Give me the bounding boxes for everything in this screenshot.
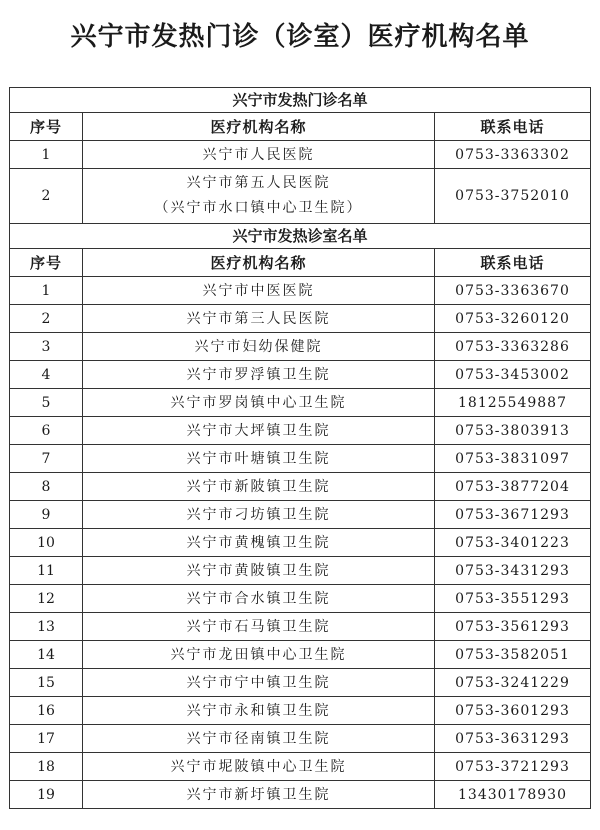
row-no: 9 (10, 501, 83, 529)
table-row (10, 585, 591, 613)
row-no: 5 (10, 389, 83, 417)
row-phone: 0753-3631293 (435, 725, 591, 753)
row-phone: 13430178930 (435, 781, 591, 809)
row-name: 兴宁市合水镇卫生院 (83, 585, 435, 613)
header-no: 序号 (10, 249, 83, 277)
row-phone: 0753-3363286 (435, 333, 591, 361)
header-phone: 联系电话 (435, 113, 591, 141)
column-header-row (10, 249, 591, 277)
row-phone: 0753-3803913 (435, 417, 591, 445)
row-name: 兴宁市中医医院 (83, 277, 435, 305)
row-phone: 0753-3453002 (435, 361, 591, 389)
row-phone: 0753-3363302 (435, 141, 591, 169)
row-name: 兴宁市龙田镇中心卫生院 (83, 641, 435, 669)
row-phone: 0753-3582051 (435, 641, 591, 669)
table-row (10, 501, 591, 529)
section-header-fever-clinics (10, 88, 591, 113)
table-row (10, 725, 591, 753)
row-phone: 0753-3401223 (435, 529, 591, 557)
row-no: 13 (10, 613, 83, 641)
section-title: 兴宁市发热诊室名单 (10, 224, 591, 249)
row-name: 兴宁市黄陂镇卫生院 (83, 557, 435, 585)
row-no: 1 (10, 277, 83, 305)
table-row (10, 669, 591, 697)
table-row (10, 753, 591, 781)
row-no: 15 (10, 669, 83, 697)
row-phone: 0753-3241229 (435, 669, 591, 697)
hospital-list-table (9, 87, 591, 809)
row-name: 兴宁市新圩镇卫生院 (83, 781, 435, 809)
row-name: 兴宁市妇幼保健院 (83, 333, 435, 361)
table-row (10, 613, 591, 641)
row-name: 兴宁市黄槐镇卫生院 (83, 529, 435, 557)
row-no: 12 (10, 585, 83, 613)
row-name: 兴宁市径南镇卫生院 (83, 725, 435, 753)
column-header-row (10, 113, 591, 141)
table-row (10, 333, 591, 361)
row-no: 1 (10, 141, 83, 169)
row-no: 11 (10, 557, 83, 585)
table-row (10, 277, 591, 305)
row-no: 4 (10, 361, 83, 389)
row-phone: 0753-3431293 (435, 557, 591, 585)
row-name: 兴宁市宁中镇卫生院 (83, 669, 435, 697)
header-no: 序号 (10, 113, 83, 141)
row-name: 兴宁市第三人民医院 (83, 305, 435, 333)
row-no: 16 (10, 697, 83, 725)
row-phone: 0753-3877204 (435, 473, 591, 501)
row-no: 19 (10, 781, 83, 809)
row-no: 7 (10, 445, 83, 473)
table-row (10, 781, 591, 809)
row-name-line2: （兴宁市水口镇中心卫生院） (154, 200, 363, 216)
row-name: 兴宁市坭陂镇中心卫生院 (83, 753, 435, 781)
row-no: 8 (10, 473, 83, 501)
row-no: 14 (10, 641, 83, 669)
row-name: 兴宁市大坪镇卫生院 (83, 417, 435, 445)
row-phone: 0753-3671293 (435, 501, 591, 529)
row-name (83, 169, 435, 224)
table-row (10, 305, 591, 333)
row-phone: 18125549887 (435, 389, 591, 417)
header-name: 医疗机构名称 (83, 249, 435, 277)
table-row (10, 361, 591, 389)
row-name: 兴宁市永和镇卫生院 (83, 697, 435, 725)
table-row (10, 641, 591, 669)
row-name: 兴宁市新陂镇卫生院 (83, 473, 435, 501)
row-name: 兴宁市罗浮镇卫生院 (83, 361, 435, 389)
table-row (10, 697, 591, 725)
row-no: 6 (10, 417, 83, 445)
row-phone: 0753-3551293 (435, 585, 591, 613)
row-no: 2 (10, 169, 83, 224)
section-title: 兴宁市发热门诊名单 (10, 88, 591, 113)
row-phone: 0753-3363670 (435, 277, 591, 305)
row-name-line1: 兴宁市第五人民医院 (186, 175, 331, 191)
page-title: 兴宁市发热门诊（诊室）医疗机构名单 (70, 22, 530, 52)
row-no: 17 (10, 725, 83, 753)
row-phone: 0753-3752010 (435, 169, 591, 224)
row-name: 兴宁市石马镇卫生院 (83, 613, 435, 641)
header-phone: 联系电话 (435, 249, 591, 277)
table-row (10, 169, 591, 224)
row-name: 兴宁市人民医院 (83, 141, 435, 169)
section-header-fever-rooms (10, 224, 591, 249)
table-row (10, 529, 591, 557)
row-phone: 0753-3601293 (435, 697, 591, 725)
row-phone: 0753-3831097 (435, 445, 591, 473)
row-phone: 0753-3260120 (435, 305, 591, 333)
row-no: 18 (10, 753, 83, 781)
table-row (10, 389, 591, 417)
row-no: 3 (10, 333, 83, 361)
row-name: 兴宁市刁坊镇卫生院 (83, 501, 435, 529)
table-row (10, 473, 591, 501)
row-no: 10 (10, 529, 83, 557)
table-row (10, 141, 591, 169)
table-row (10, 445, 591, 473)
row-name: 兴宁市叶塘镇卫生院 (83, 445, 435, 473)
row-phone: 0753-3561293 (435, 613, 591, 641)
header-name: 医疗机构名称 (83, 113, 435, 141)
row-no: 2 (10, 305, 83, 333)
row-phone: 0753-3721293 (435, 753, 591, 781)
table-row (10, 557, 591, 585)
table-body (10, 88, 591, 809)
table-row (10, 417, 591, 445)
row-name: 兴宁市罗岗镇中心卫生院 (83, 389, 435, 417)
